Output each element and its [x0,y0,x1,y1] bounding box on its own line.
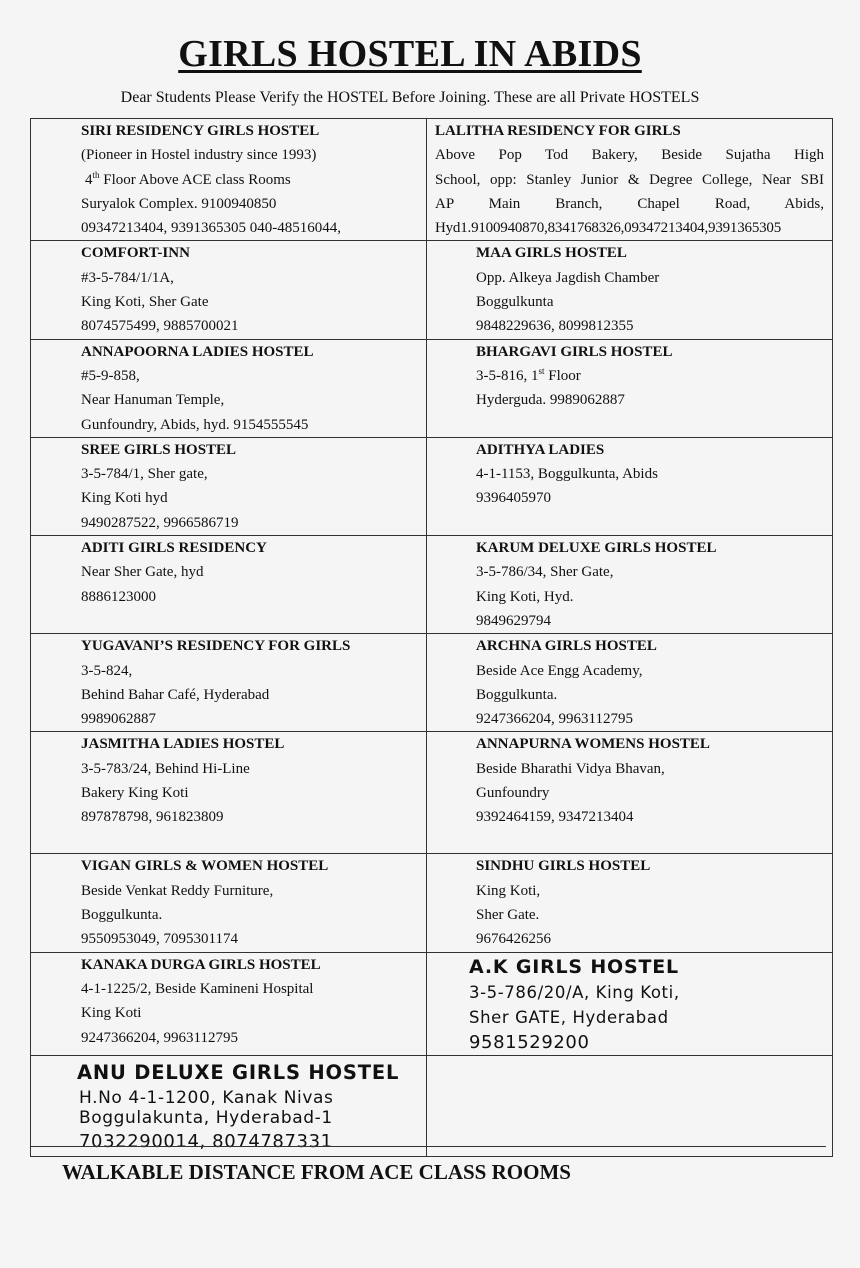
table-row [31,854,833,952]
hostel-line: Hyderguda. 9989062887 [476,392,625,409]
hostel-name: SIRI RESIDENCY GIRLS HOSTEL [81,123,320,139]
footer-note: WALKABLE DISTANCE FROM ACE CLASS ROOMS [62,1160,571,1184]
hostel-line: Hyd1.9100940870,8341768326,09347213404,9391365305 [435,220,782,237]
hostel-line: 09347213404, 9391365305 040-48516044, [81,220,341,237]
hostel-name: MAA GIRLS HOSTEL [476,245,627,262]
hostel-cell [31,241,427,339]
hostel-name: ANNAPOORNA LADIES HOSTEL [81,343,314,360]
hostel-cell [31,634,427,732]
hostel-cell [31,732,427,854]
hostel-line: Beside Venkat Reddy Furniture, [81,882,274,899]
hostel-line: H.No 4-1-1200, Kanak Nivas [79,1087,334,1108]
hostel-cell [31,339,427,437]
hostel-name: SREE GIRLS HOSTEL [81,441,237,458]
hostel-line: 4-1-1153, Boggulkunta, Abids [476,466,658,483]
hostel-line: 9676426256 [476,931,551,948]
floor-text: 3-5-816, 1st Floor [476,365,581,384]
hostel-cell [427,339,833,437]
hostel-line: Boggulkunta. [476,686,558,703]
hostel-name: YUGAVANI’S RESIDENCY FOR GIRLS [81,638,351,655]
hostel-line: Boggulkunta [476,294,554,311]
ordinal-suffix: st [538,365,545,376]
hostel-name: VIGAN GIRLS & WOMEN HOSTEL [81,858,329,875]
ordinal-suffix: th [92,169,100,180]
hostel-cell [427,437,833,535]
hostel-line [476,364,832,388]
hostel-line: 3-5-786/34, Sher Gate, [476,564,614,581]
hostel-line: 9849629794 [476,612,551,629]
hostel-name: KARUM DELUXE GIRLS HOSTEL [476,540,717,557]
hostel-line: Beside Ace Engg Academy, [476,662,643,679]
table-row [31,952,833,1055]
table-row [31,437,833,535]
hostel-name: LALITHA RESIDENCY FOR GIRLS [435,123,681,139]
hostel-cell [427,119,833,241]
hostel-line: King Koti, [476,882,541,899]
hostel-cell [427,952,833,1055]
hostel-cell-empty [427,1055,833,1156]
page-subtitle: Dear Students Please Verify the HOSTEL Before Joining. These are all Private HOSTELS [120,89,700,106]
hostel-line [81,168,426,192]
hostel-line: 3-5-786/20/A, King Koti, [469,982,680,1002]
hostel-line: Gunfoundry, Abids, hyd. 9154555545 [81,416,309,433]
hostel-name: KANAKA DURGA GIRLS HOSTEL [81,956,321,973]
hostel-line: 3-5-783/24, Behind Hi-Line [81,760,250,777]
hostel-line: Above Pop Tod Bakery, Beside Sujatha High [435,147,824,164]
hostel-cell [31,854,427,952]
hostel-line: 9247366204, 9963112795 [476,711,633,728]
hostel-line: Beside Bharathi Vidya Bhavan, [476,760,665,777]
hostel-line: King Koti, Hyd. [476,588,574,605]
hostel-name: ADITI GIRLS RESIDENCY [81,540,267,557]
table-row [31,119,833,241]
hostel-cell [31,952,427,1055]
hostel-cell [427,536,833,634]
hostel-line: Near Hanuman Temple, [81,392,225,409]
hostel-name: JASMITHA LADIES HOSTEL [81,736,285,753]
hostel-line: 9247366204, 9963112795 [81,1029,238,1046]
hostel-name: SINDHU GIRLS HOSTEL [476,858,651,875]
hostel-cell [427,634,833,732]
hostel-line: Sher Gate. [476,907,540,924]
hostel-cell [31,1055,427,1156]
hostel-line: King Koti hyd [81,490,168,507]
hostel-name: ANU DELUXE GIRLS HOSTEL [77,1060,400,1084]
hostel-line: 9392464159, 9347213404 [476,809,634,826]
hostel-line: Near Sher Gate, hyd [81,564,204,581]
hostel-line: Boggulakunta, Hyderabad-1 [79,1107,333,1128]
hostel-name: ANNAPURNA WOMENS HOSTEL [476,736,710,753]
footer-rule [30,1146,826,1147]
hostel-line: 4-1-1225/2, Beside Kamineni Hospital [81,980,314,997]
hostel-line: Boggulkunta. [81,907,163,924]
hostel-line: #5-9-858, [81,367,140,384]
hostel-line: Gunfoundry [476,785,550,802]
floor-text: 4th Floor Above ACE class Rooms [85,169,291,188]
hostel-line: 3-5-784/1, Sher gate, [81,466,208,483]
table-row [31,634,833,732]
hostel-line: 3-5-824, [81,662,133,679]
hostel-cell [427,732,833,854]
table-row [31,241,833,339]
page-title: GIRLS HOSTEL IN ABIDS [178,33,642,75]
hostel-line: AP Main Branch, Chapel Road, Abids, [435,195,824,212]
table-row [31,732,833,854]
hostel-line: 9550953049, 7095301174 [81,931,238,948]
hostel-line: 9848229636, 8099812355 [476,318,634,335]
hostel-line: Suryalok Complex. 9100940850 [81,195,277,212]
hostel-line: 9490287522, 9966586719 [81,514,239,531]
hostel-cell [427,241,833,339]
hostel-cell [31,536,427,634]
hostel-cell [427,854,833,952]
hostel-line: Opp. Alkeya Jagdish Chamber [476,269,660,286]
hostel-name: BHARGAVI GIRLS HOSTEL [476,343,673,360]
hostel-cell [31,119,427,241]
hostel-name: COMFORT-INN [81,245,190,262]
hostel-name: ADITHYA LADIES [476,441,605,458]
hostel-line: 9396405970 [476,490,551,507]
hostel-name: A.K GIRLS HOSTEL [469,955,679,978]
hostel-line: 9581529200 [469,1031,590,1053]
hostel-cell [31,437,427,535]
hostel-table [30,118,833,1157]
table-row [31,339,833,437]
hostel-line: School, opp: Stanley Junior & Degree College, Near SBI [435,171,824,188]
hostel-line: Bakery King Koti [81,785,189,802]
hostel-line: Sher GATE, Hyderabad [469,1007,669,1027]
table-row [31,1055,833,1156]
hostel-line: #3-5-784/1/1A, [81,269,174,286]
hostel-line: 9989062887 [81,711,156,728]
hostel-line: 8074575499, 9885700021 [81,318,239,335]
hostel-line: King Koti [81,1005,142,1022]
hostel-name: ARCHNA GIRLS HOSTEL [476,638,657,655]
table-row [31,536,833,634]
hostel-line: 897878798, 961823809 [81,809,224,826]
hostel-line: 8886123000 [81,588,156,605]
hostel-line: Behind Bahar Café, Hyderabad [81,686,270,703]
hostel-line: King Koti, Sher Gate [81,294,209,311]
hostel-line: 7032290014, 8074787331 [79,1130,333,1152]
hostel-line: (Pioneer in Hostel industry since 1993) [81,147,317,164]
